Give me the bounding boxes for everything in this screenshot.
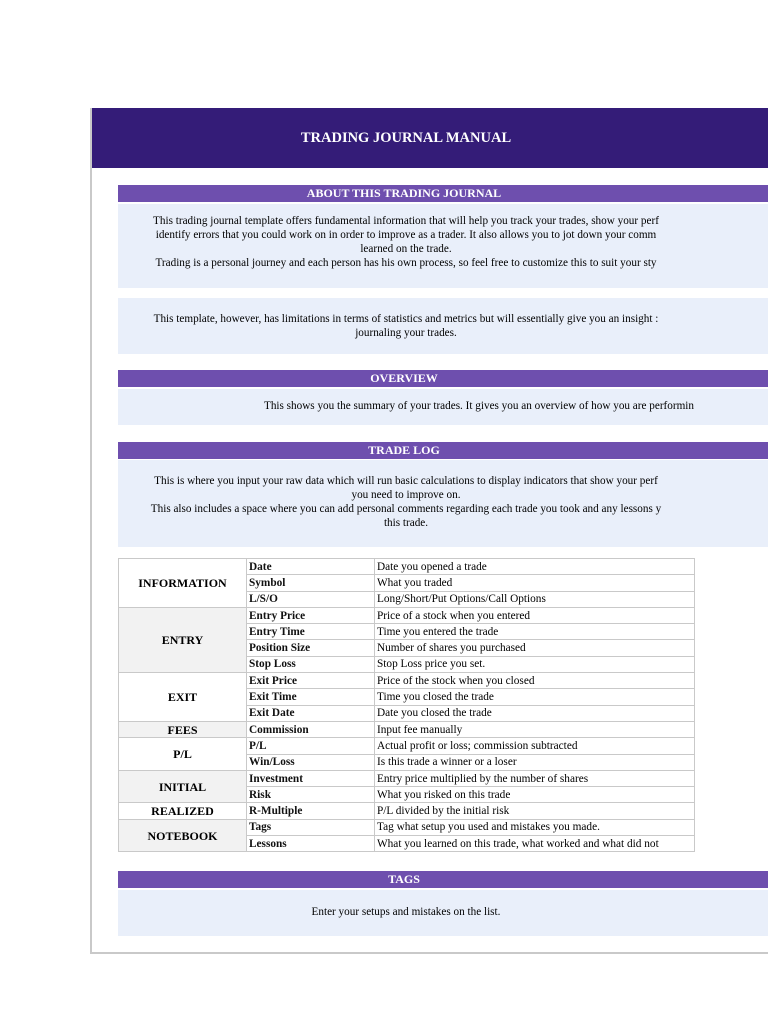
group-label: INFORMATION [119, 559, 247, 608]
field-name: Exit Price [247, 673, 375, 689]
table-row [119, 721, 695, 737]
field-description: Entry price multiplied by the number of shares [375, 770, 695, 786]
field-name: Investment [247, 770, 375, 786]
group-label: NOTEBOOK [119, 819, 247, 852]
field-name: L/S/O [247, 591, 375, 607]
field-description: Is this trade a winner or a loser [375, 754, 695, 770]
field-name: Symbol [247, 575, 375, 591]
field-name: Exit Date [247, 705, 375, 721]
field-name: Tags [247, 819, 375, 835]
tags-text: Enter your setups and mistakes on the list. [311, 906, 501, 918]
field-name: Date [247, 559, 375, 575]
field-name: Win/Loss [247, 754, 375, 770]
field-reference-table [118, 558, 695, 852]
field-description: Number of shares you purchased [375, 640, 695, 656]
group-label: P/L [119, 738, 247, 771]
section-header-about: ABOUT THIS TRADING JOURNAL [118, 185, 768, 202]
field-description: Actual profit or loss; commission subtracted [375, 738, 695, 754]
section-header-trade-log: TRADE LOG [118, 442, 768, 459]
group-label: FEES [119, 721, 247, 737]
field-description: Date you closed the trade [375, 705, 695, 721]
field-name: Lessons [247, 836, 375, 852]
table-row [119, 673, 695, 689]
about-box-1 [118, 204, 768, 288]
section-header-tags: TAGS [118, 871, 768, 888]
document-sheet [90, 108, 768, 954]
table-row [119, 803, 695, 819]
field-description: Price of the stock when you closed [375, 673, 695, 689]
trade-log-box [118, 460, 768, 547]
field-name: Stop Loss [247, 656, 375, 672]
table-row [119, 770, 695, 786]
trade-log-text: This is where you input your raw data which will run basic calculations to display indicators that show your perf you need to improve on. This also includes a space where you can add personal comments regarding each trade you took and any lessons y this trade. [150, 475, 662, 529]
field-name: Position Size [247, 640, 375, 656]
table-row [119, 607, 695, 623]
overview-box [118, 389, 768, 425]
field-name: Entry Time [247, 624, 375, 640]
field-description: Date you opened a trade [375, 559, 695, 575]
field-name: Risk [247, 787, 375, 803]
group-label: INITIAL [119, 770, 247, 803]
about-text-2: This template, however, has limitations in terms of statistics and metrics but will essentially give you an insight : journaling your trades. [153, 313, 659, 339]
field-name: Commission [247, 721, 375, 737]
field-description: P/L divided by the initial risk [375, 803, 695, 819]
about-text-1: This trading journal template offers fundamental information that will help you track your trades, show your perf identify errors that you could work on in order to improve as a trader. It also allows you to jot down your comm learned on the trade. Trading is a personal journey and each person has his own process, so feel free to customize this to suit your sty [153, 215, 659, 269]
field-description: What you learned on this trade, what worked and what did not [375, 836, 695, 852]
document-title: TRADING JOURNAL MANUAL [92, 108, 768, 168]
field-description: Time you closed the trade [375, 689, 695, 705]
field-description: Tag what setup you used and mistakes you made. [375, 819, 695, 835]
field-description: What you traded [375, 575, 695, 591]
table-row [119, 559, 695, 575]
table-row [119, 738, 695, 754]
field-description: Input fee manually [375, 721, 695, 737]
field-description: Long/Short/Put Options/Call Options [375, 591, 695, 607]
section-header-overview: OVERVIEW [118, 370, 768, 387]
group-label: EXIT [119, 673, 247, 722]
field-name: R-Multiple [247, 803, 375, 819]
field-name: Entry Price [247, 607, 375, 623]
field-name: Exit Time [247, 689, 375, 705]
field-description: Stop Loss price you set. [375, 656, 695, 672]
overview-text: This shows you the summary of your trades. It gives you an overview of how you are performin [263, 400, 694, 412]
field-description: Price of a stock when you entered [375, 607, 695, 623]
group-label: ENTRY [119, 607, 247, 672]
group-label: REALIZED [119, 803, 247, 819]
about-box-2 [118, 298, 768, 354]
table-row [119, 819, 695, 835]
field-description: What you risked on this trade [375, 787, 695, 803]
field-name: P/L [247, 738, 375, 754]
field-description: Time you entered the trade [375, 624, 695, 640]
tags-box [118, 890, 768, 936]
